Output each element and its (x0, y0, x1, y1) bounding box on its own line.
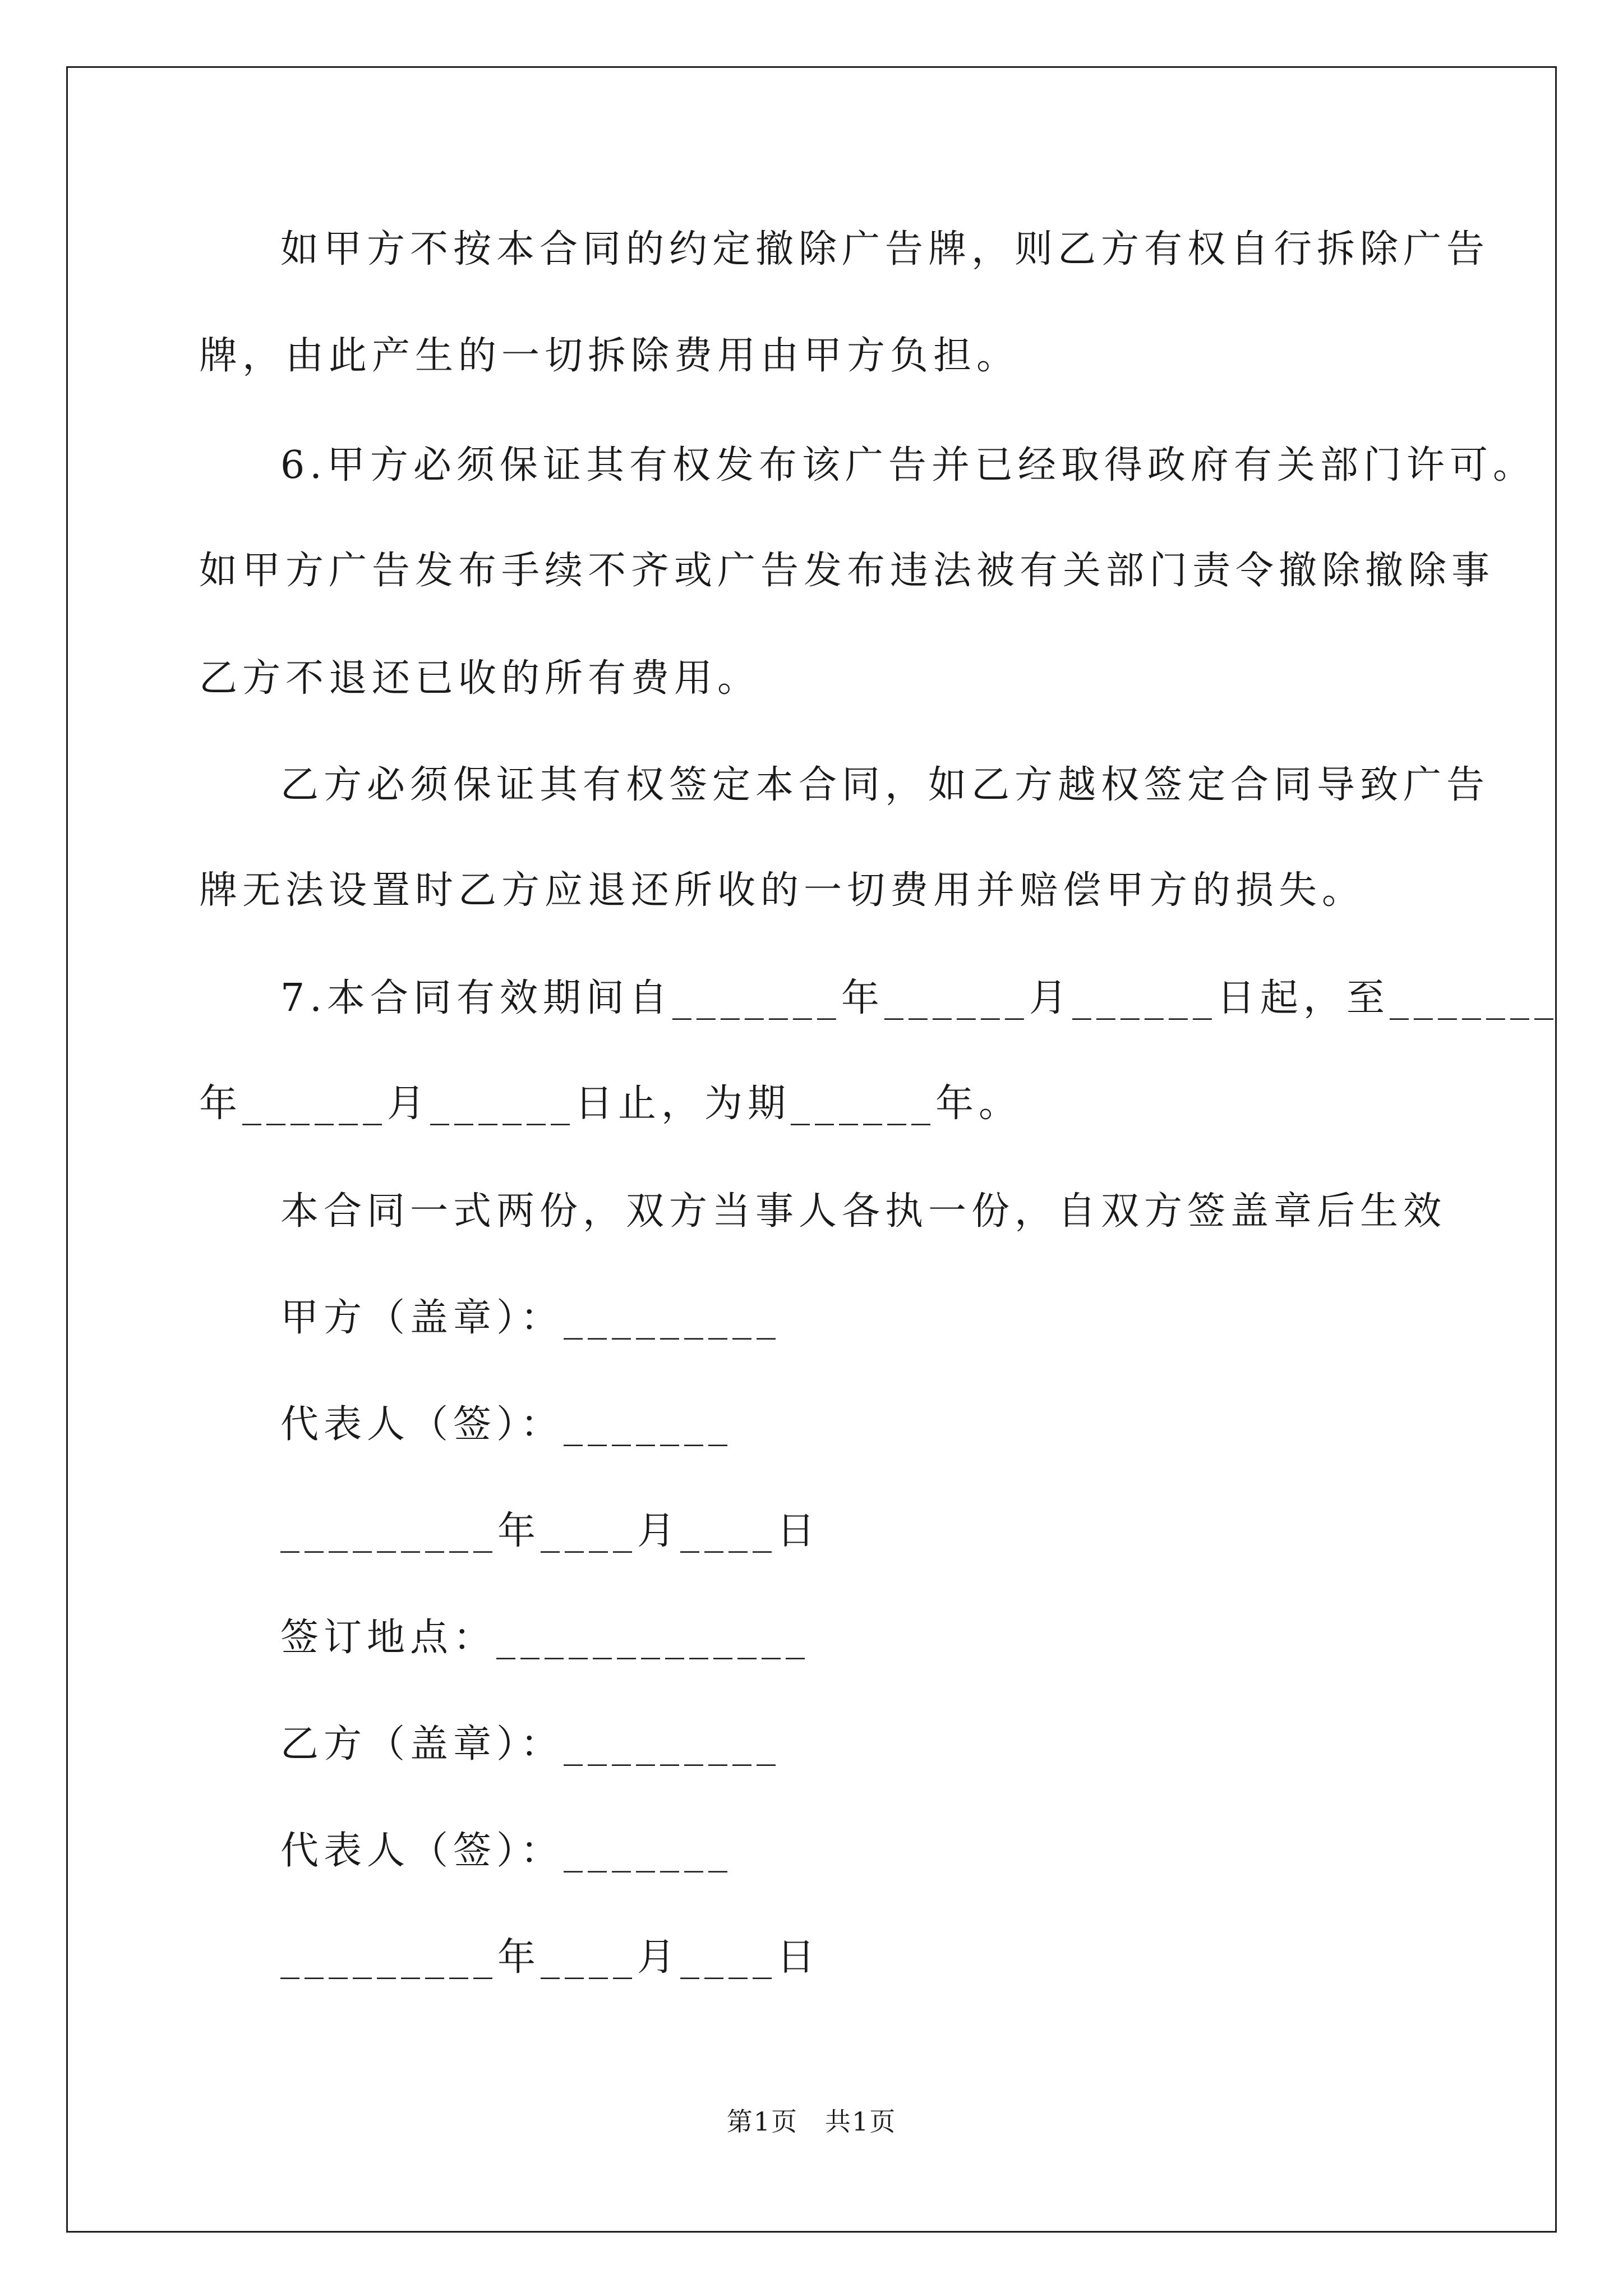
paragraph-line: 本合同一式两份，双方当事人各执一份，自双方签盖章后生效 (280, 1189, 1447, 1234)
signature-line-party-a: 甲方（盖章）：_________ (280, 1296, 781, 1340)
paragraph-line: 乙方必须保证其有权签定本合同，如乙方越权签定合同导致广告 (280, 763, 1490, 807)
paragraph-line: 7.本合同有效期间自_______年______月______日起，至_______ (280, 976, 1559, 1020)
paragraph-line: 如甲方不按本合同的约定撤除广告牌，则乙方有权自行拆除广告 (280, 227, 1490, 272)
paragraph-line: 6.甲方必须保证其有权发布该广告并已经取得政府有关部门许可。 (280, 443, 1536, 487)
signing-location-line: 签订地点：_____________ (280, 1616, 810, 1660)
signature-line-party-b: 乙方（盖章）：_________ (280, 1722, 781, 1766)
date-line-a: _________年____月____日 (280, 1509, 820, 1553)
paragraph-line: 年______月______日止，为期______年。 (199, 1082, 1022, 1126)
paragraph-line: 牌，由此产生的一切拆除费用由甲方负担。 (199, 334, 1020, 378)
date-line-b: _________年____月____日 (280, 1935, 820, 1980)
page-border (66, 66, 1557, 2233)
page-number-footer: 第1页 共1页 (726, 2106, 897, 2137)
signature-line-representative-b: 代表人（签）：_______ (280, 1829, 733, 1873)
paragraph-line: 乙方不退还已收的所有费用。 (199, 656, 761, 701)
paragraph-line: 如甲方广告发布手续不齐或广告发布违法被有关部门责令撤除撤除事 (199, 549, 1495, 593)
signature-line-representative-a: 代表人（签）：_______ (280, 1402, 733, 1447)
paragraph-line: 牌无法设置时乙方应退还所收的一切费用并赔偿甲方的损失。 (199, 868, 1366, 913)
